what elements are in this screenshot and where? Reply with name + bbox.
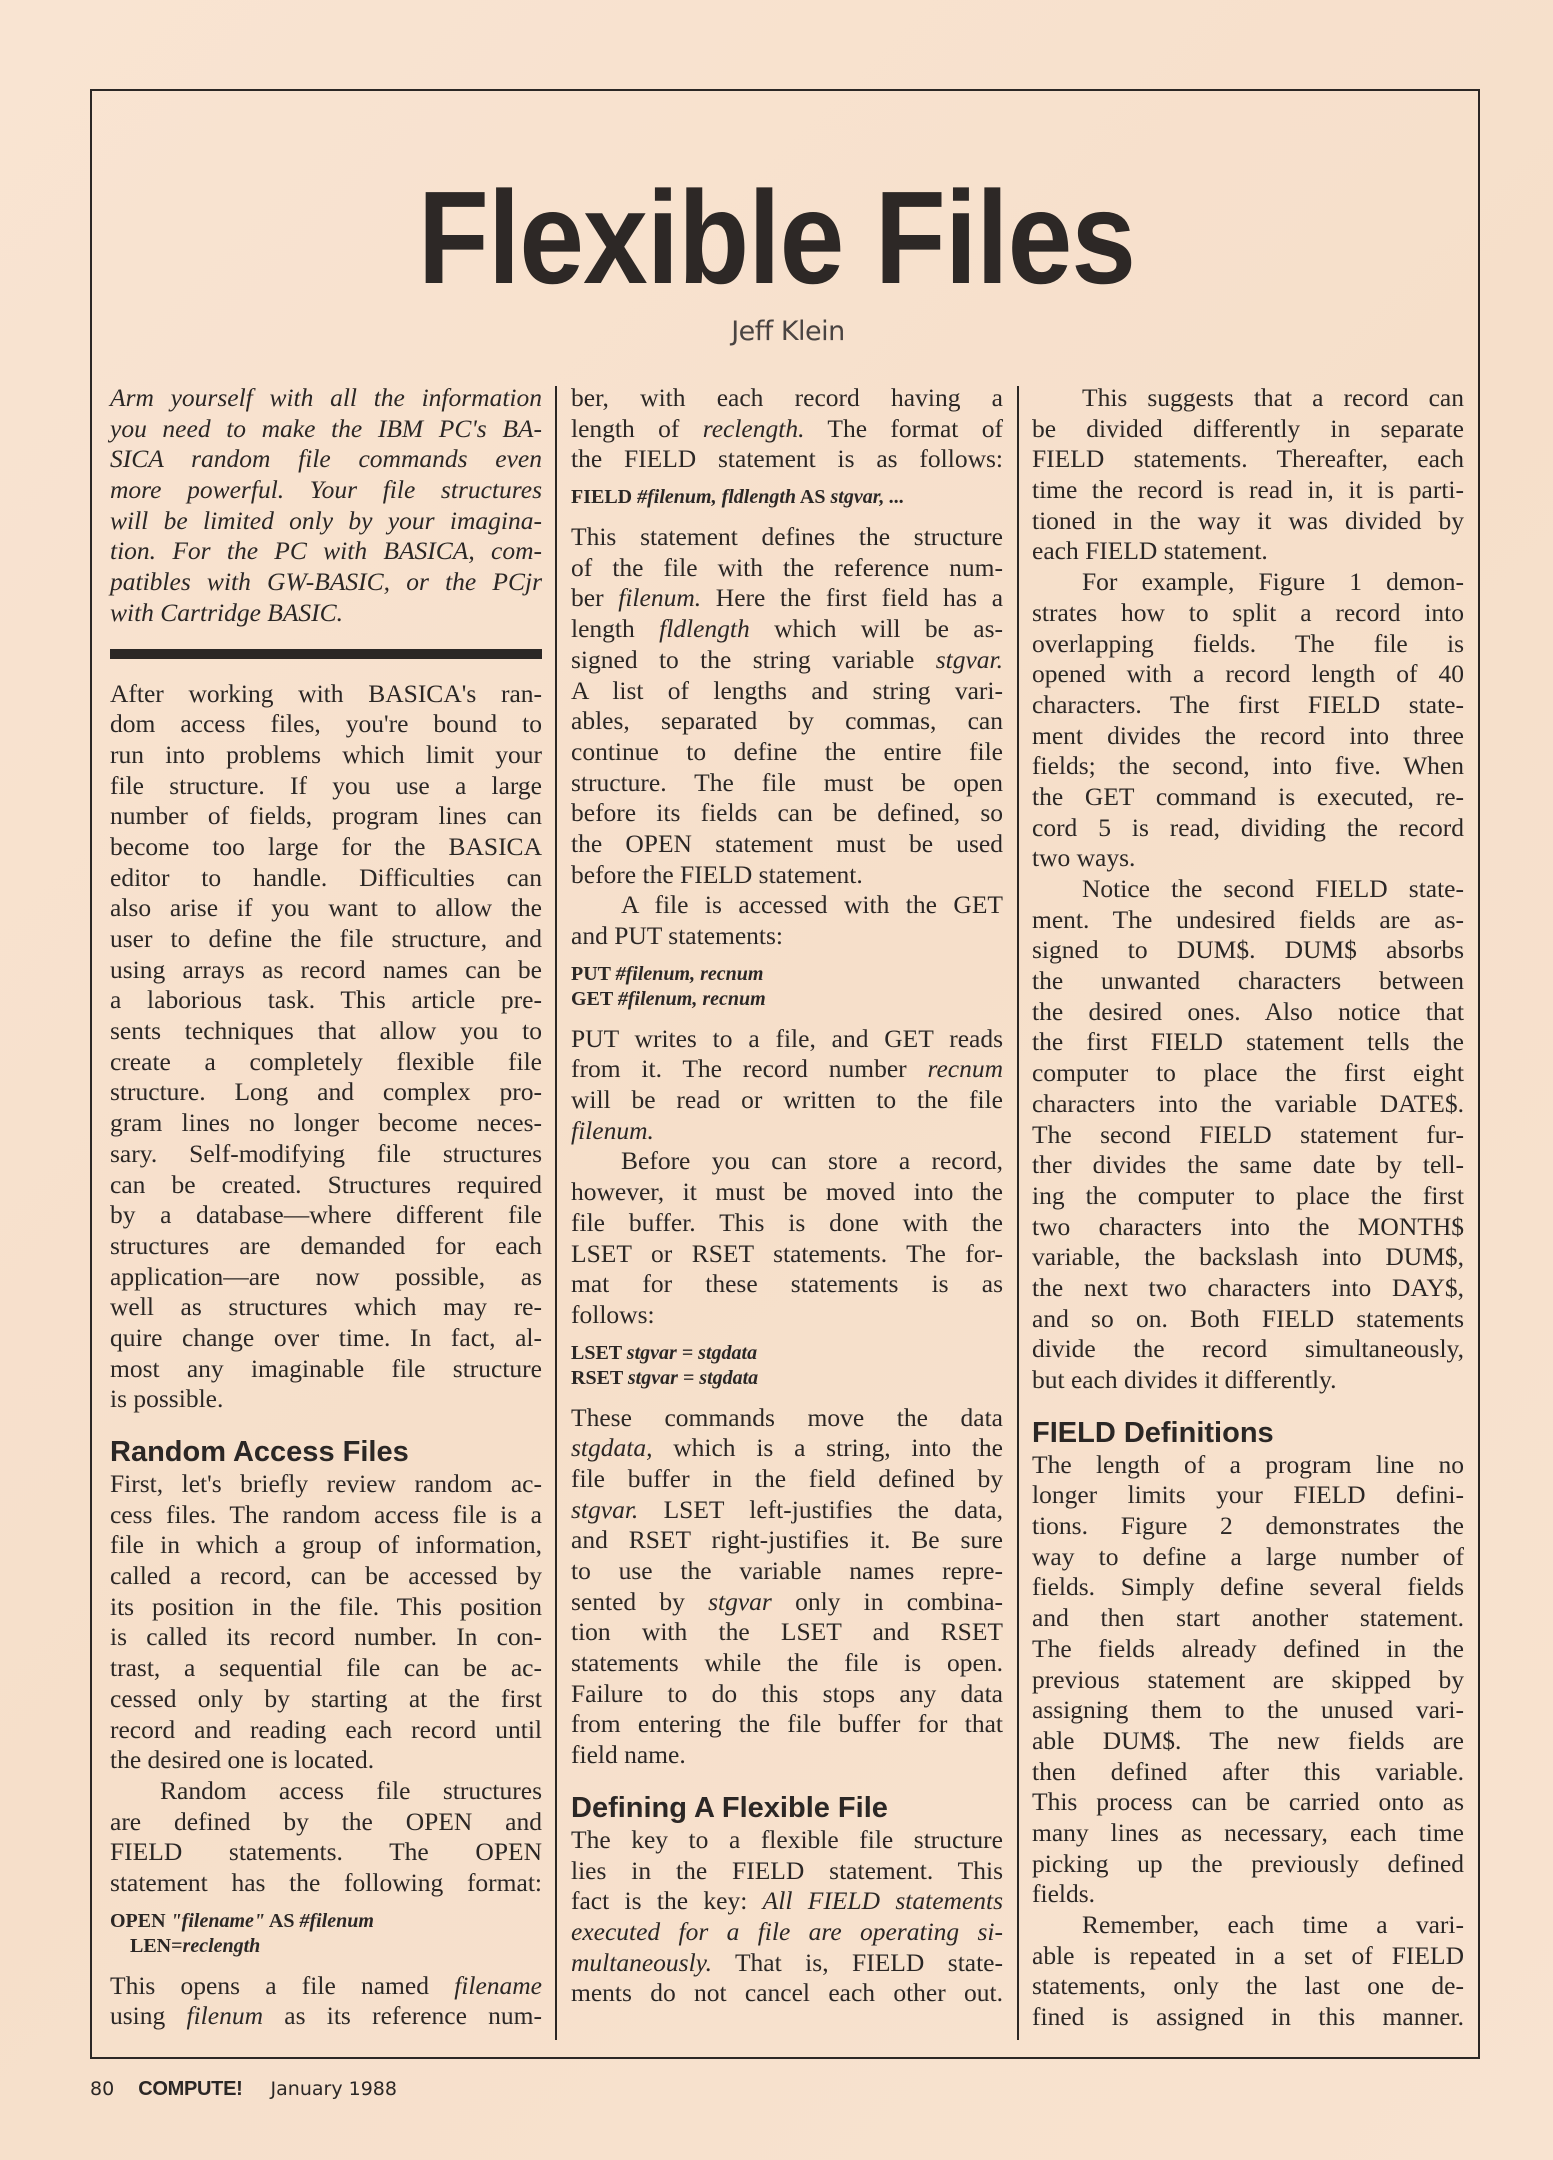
italic-segment: "filename" [170,1909,265,1932]
italic-segment: fldlength [659,614,750,644]
italic-segment: filename [454,1970,542,2000]
text-line: of the file with the reference num- [571,552,1003,582]
text-line: tions. Figure 2 demonstrates the [1032,1511,1464,1541]
italic-segment: reclength. [702,413,805,443]
text-line: by a database—where different file [110,1200,542,1230]
text-line: are defined by the OPEN and [110,1806,542,1836]
text-line: mat for these statements is as [571,1269,1003,1299]
text-line: more powerful. Your file structures [110,475,542,505]
text-line: Arm yourself with all the information [110,383,542,412]
text-line: These commands move the data [571,1402,1003,1432]
text-line: structures are demanded for each [110,1230,542,1260]
text-line: ing the computer to place the first [1032,1180,1464,1210]
text-line: The second FIELD statement fur- [1032,1119,1464,1149]
text-line: ments do not cancel each other out. [571,1978,1003,2008]
italic-segment: recnum [927,1054,1003,1084]
text-line: before the FIELD statement. [571,859,863,889]
text-line: ber, with each record having a [571,383,1003,412]
italic-segment: #filenum, recnum [617,987,766,1010]
text-segment: AS [264,1909,300,1932]
text-line: can be created. Structures required [110,1169,542,1199]
text-line: overlapping fields. The file is [1032,628,1464,658]
section-rule [110,649,542,659]
text-segment: FIELD [571,486,638,509]
text-line: will be limited only by your imagina- [110,505,542,535]
paragraph [1032,567,1464,874]
text-line: and then start another statement. [1032,1603,1464,1633]
text-line: the desired ones. Also notice that [1032,996,1464,1026]
text-segment: GET [571,987,618,1010]
text-line: most any imaginable file structure [110,1353,542,1383]
article-title-text: Flexible Files [417,164,1136,311]
text-line [110,1971,542,2002]
paragraph [1032,1910,1464,2033]
text-line [571,1366,1003,1391]
text-line: able DUM$. The new fields are [1032,1725,1464,1755]
text-line: statement has the following format: [110,1867,542,1897]
text-line: structure. The file must be open [571,767,1003,797]
text-line: First, let's briefly review random ac- [110,1469,542,1498]
text-line: to use the variable names repre- [571,1556,1003,1585]
text-line [571,485,1003,510]
text-segment: length of [571,413,703,443]
text-line: characters. The first FIELD state- [1032,689,1464,719]
text-line [571,1495,1003,1526]
paragraph [1032,383,1464,567]
text-line: The key to a flexible file structure [571,1824,1003,1854]
code-listing [110,1909,542,1959]
text-segment: AS [796,486,831,509]
text-line [571,583,1003,614]
italic-segment: stgvar, ... [830,486,905,509]
text-line [571,962,1003,987]
text-line: and RSET right-justifies it. Be sure [571,1525,1003,1555]
text-line: lies in the FIELD statement. This [571,1855,1003,1885]
paragraph [110,1776,542,1899]
text-line: Random access file structures [160,1775,542,1805]
code-listing [571,1341,1003,1391]
text-segment: as its reference num- [263,2001,542,2031]
text-line: the FIELD statement is as follows: [571,444,1003,474]
text-line: run into problems which limit your [110,739,542,769]
text-line [571,645,1003,676]
column-divider [1017,386,1019,2040]
paragraph [1032,1450,1464,1910]
text-line: the OPEN statement must be used [571,828,1003,858]
column-divider [555,386,557,2040]
text-segment: only in combina- [771,1586,1004,1616]
text-line: file buffer in the field defined by [571,1463,1003,1493]
text-line: fields. [1032,1879,1096,1909]
article-author: Jeff Klein [731,316,845,347]
code-listing [571,485,1003,510]
paragraph [571,383,1003,475]
text-segment: which will be as- [749,614,1003,644]
text-line [110,1909,542,1934]
text-segment: Here the first field has a [701,583,1004,613]
text-line: application—are now possible, as [110,1261,542,1291]
text-line: The length of a program line no [1032,1449,1464,1479]
text-line: trast, a sequential file can be ac- [110,1653,542,1683]
text-line: characters into the variable DATE$. [1032,1088,1464,1118]
text-line: picking up the previously defined [1032,1848,1464,1878]
text-line: continue to define the entire file [571,736,1003,766]
text-line: statements, only the last one de- [1032,1971,1464,2001]
paragraph [571,1825,1003,2009]
text-segment: That is, FIELD state- [711,1947,1003,1977]
text-line: the GET command is executed, re- [1032,781,1464,811]
text-line [571,1116,1003,1147]
section-heading: FIELD Definitions [1032,1416,1274,1449]
text-line: well as structures which may re- [110,1292,542,1322]
text-line: For example, Figure 1 demon- [1082,567,1464,597]
text-line: fields; the second, into five. When [1032,751,1464,781]
text-line: two characters into the MONTH$ [1032,1211,1464,1241]
text-line: ment. The undesired fields are as- [1032,904,1464,934]
section-heading: Random Access Files [110,1436,409,1468]
text-line: called a record, can be accessed by [110,1561,542,1591]
text-line: able is repeated in a set of FIELD [1032,1940,1464,1970]
text-line: the desired one is located. [110,1745,375,1775]
text-segment: LSET [571,1341,627,1364]
text-line: Notice the second FIELD state- [1082,874,1464,903]
paragraph [110,1469,542,1776]
italic-segment: stgvar = stgdata [627,1366,759,1389]
text-line: before its fields can be defined, so [571,798,1003,828]
text-line: gram lines no longer become neces- [110,1108,542,1138]
text-segment: sented by [571,1586,709,1616]
text-line [571,1587,1003,1618]
column-2 [571,383,1003,2009]
text-line: a laborious task. This article pre- [110,985,542,1015]
article-title [0,164,1553,311]
page-footer [90,2078,397,2101]
text-segment: fact is the key: [571,1886,763,1916]
text-line: fined is assigned in this manner. [1032,2002,1464,2032]
text-line: sents techniques that allow you to [110,1016,542,1046]
text-line: tion. For the PC with BASICA, com- [110,536,542,566]
text-segment: using [110,2001,187,2031]
text-line: SICA random file commands even [110,444,542,474]
text-line: variable, the backslash into DUM$, [1032,1242,1464,1272]
text-line: fields. Simply define several fields [1032,1572,1464,1602]
text-line: file in which a group of information, [110,1530,542,1560]
text-line: Failure to do this stops any data [571,1678,1003,1708]
text-line [571,1886,1003,1917]
text-line: become too large for the BASICA [110,831,542,861]
text-line: assigning them to the unused vari- [1032,1695,1464,1725]
text-line: editor to handle. Difficulties can [110,862,542,892]
text-line: number of fields, program lines can [110,801,542,831]
text-line: be divided differently in separate [1032,413,1464,443]
paragraph [571,890,1003,951]
text-line: with Cartridge BASIC. [110,597,344,627]
text-line: This statement defines the structure [571,522,1003,552]
text-line [571,1054,1003,1085]
text-line: After working with BASICA's ran- [110,678,542,708]
text-line: will be read or written to the file [571,1085,1003,1115]
text-segment: RSET [571,1366,628,1389]
text-line: cessed only by starting at the first [110,1683,542,1713]
text-line [571,1917,1003,1948]
text-line: ther divides the same date by tell- [1032,1150,1464,1180]
issue-date: January 1988 [270,2078,397,2100]
text-line: also arise if you want to allow the [110,893,542,923]
article-intro [110,383,542,629]
text-segment: This opens a file named [110,1970,455,2000]
text-line: tion with the LSET and RSET [571,1617,1003,1647]
paragraph [1032,874,1464,1396]
paragraph [571,1146,1003,1330]
text-line: then defined after this variable. [1032,1756,1464,1786]
italic-segment: #filenum, fldlength [637,486,797,509]
text-line [571,987,1003,1012]
text-line: computer to place the first eight [1032,1058,1464,1088]
paragraph [110,679,542,1416]
text-line: FIELD statements. Thereafter, each [1032,444,1464,474]
text-line: is possible. [110,1384,224,1414]
text-line [571,1341,1003,1366]
text-line: A file is accessed with the GET [621,890,1003,920]
italic-segment: stgvar. [571,1494,639,1524]
text-line: This process can be carried onto as [1032,1787,1464,1817]
page-number: 80 [90,2078,115,2100]
text-line: record and reading each record until [110,1714,542,1744]
text-segment: which is a string, into the [652,1433,1003,1463]
text-segment: from it. The record number [571,1054,928,1084]
text-line: previous statement are skipped by [1032,1664,1464,1694]
text-segment: ber [571,583,619,613]
paragraph [571,522,1003,890]
italic-segment: stgvar. [935,644,1003,674]
text-line: the unwanted characters between [1032,966,1464,996]
text-line: opened with a record length of 40 [1032,659,1464,689]
magazine-name: COMPUTE! [138,2078,243,2100]
italic-segment: filenum. [571,1115,654,1145]
text-line [571,414,1003,445]
section-heading: Defining A Flexible File [571,1791,888,1824]
text-line: from entering the file buffer for that [571,1709,1003,1739]
text-line: user to define the file structure, and [110,924,542,953]
text-line: each FIELD statement. [1032,536,1268,566]
text-line: two ways. [1032,843,1136,873]
text-line [571,1948,1003,1979]
text-segment: LSET left-justifies the data, [638,1494,1003,1524]
text-line: create a completely flexible file [110,1046,542,1076]
text-segment: signed to the string variable [571,644,936,674]
text-line: however, it must be moved into the [571,1177,1003,1207]
text-segment: The format of [804,413,1003,443]
text-line: statements while the file is open. [571,1648,1003,1678]
text-line: longer limits your FIELD defini- [1032,1480,1464,1510]
italic-segment: All FIELD statements [762,1886,1004,1916]
column-3 [1032,383,1464,2033]
text-line [571,614,1003,645]
text-line: and so on. Both FIELD statements [1032,1303,1464,1333]
text-line: sary. Self-modifying file structures [110,1138,542,1168]
paragraph [571,1403,1003,1771]
italic-segment: #filenum [299,1909,374,1932]
text-segment: length [571,614,660,644]
text-line: cess files. The random access file is a [110,1499,542,1529]
text-line: strates how to split a record into [1032,597,1464,627]
text-line: Before you can store a record, [621,1146,1003,1176]
text-segment: PUT [571,962,616,985]
text-line: quire change over time. In fact, al- [110,1322,542,1352]
italic-segment: filenum. [618,583,702,613]
text-line: dom access files, you're bound to [110,709,542,739]
text-line: PUT writes to a file, and GET reads [571,1023,1003,1053]
text-line: file structure. If you use a large [110,770,542,800]
italic-segment: multaneously. [571,1947,712,1977]
text-line [110,2001,542,2032]
text-line [110,1934,542,1959]
text-segment: LEN= [130,1934,183,1957]
italic-segment: #filenum, recnum [615,962,764,985]
text-line: the next two characters into DAY$, [1032,1272,1464,1302]
paragraph [110,1971,542,2032]
italic-segment: stgdata, [571,1433,653,1463]
text-line: structure. Long and complex pro- [110,1077,542,1107]
italic-segment: filenum [186,2001,264,2031]
text-line: follows: [571,1299,655,1329]
text-line: LSET or RSET statements. The for- [571,1238,1003,1268]
italic-segment: stgvar [708,1586,772,1616]
text-line [571,1433,1003,1464]
text-line: many lines as necessary, each time [1032,1817,1464,1847]
column-1 [110,383,542,2032]
text-line: tioned in the way it was divided by [1032,505,1464,535]
text-line: ment divides the record into three [1032,720,1464,750]
text-line: way to define a large number of [1032,1541,1464,1571]
text-line: you need to make the IBM PC's BA- [110,413,542,443]
text-line: field name. [571,1740,686,1770]
text-line: time the record is read in, it is parti- [1032,475,1464,505]
italic-segment: reclength [182,1934,261,1957]
text-line: patibles with GW-BASIC, or the PCjr [110,567,542,597]
text-line: the first FIELD statement tells the [1032,1027,1464,1057]
italic-segment: stgvar = stgdata [626,1341,758,1364]
text-line: divide the record simultaneously, [1032,1334,1464,1364]
text-line: A list of lengths and string vari- [571,675,1003,705]
text-line: its position in the file. This position [110,1591,542,1621]
text-line: cord 5 is read, dividing the record [1032,812,1464,842]
text-line: Remember, each time a vari- [1082,1910,1464,1939]
text-line: FIELD statements. The OPEN [110,1837,542,1867]
text-segment: OPEN [110,1909,171,1932]
text-line: but each divides it differently. [1032,1365,1337,1394]
text-line: ables, separated by commas, can [571,706,1003,736]
text-line: signed to DUM$. DUM$ absorbs [1032,935,1464,965]
text-line: file buffer. This is done with the [571,1207,1003,1237]
text-line: using arrays as record names can be [110,954,542,984]
text-line: is called its record number. In con- [110,1622,542,1652]
text-line: This suggests that a record can [1082,383,1464,412]
text-line: and PUT statements: [571,921,784,950]
code-listing [571,962,1003,1012]
text-line: The fields already defined in the [1032,1633,1464,1663]
paragraph [571,1024,1003,1147]
italic-segment: executed for a file are operating si- [571,1916,1003,1946]
